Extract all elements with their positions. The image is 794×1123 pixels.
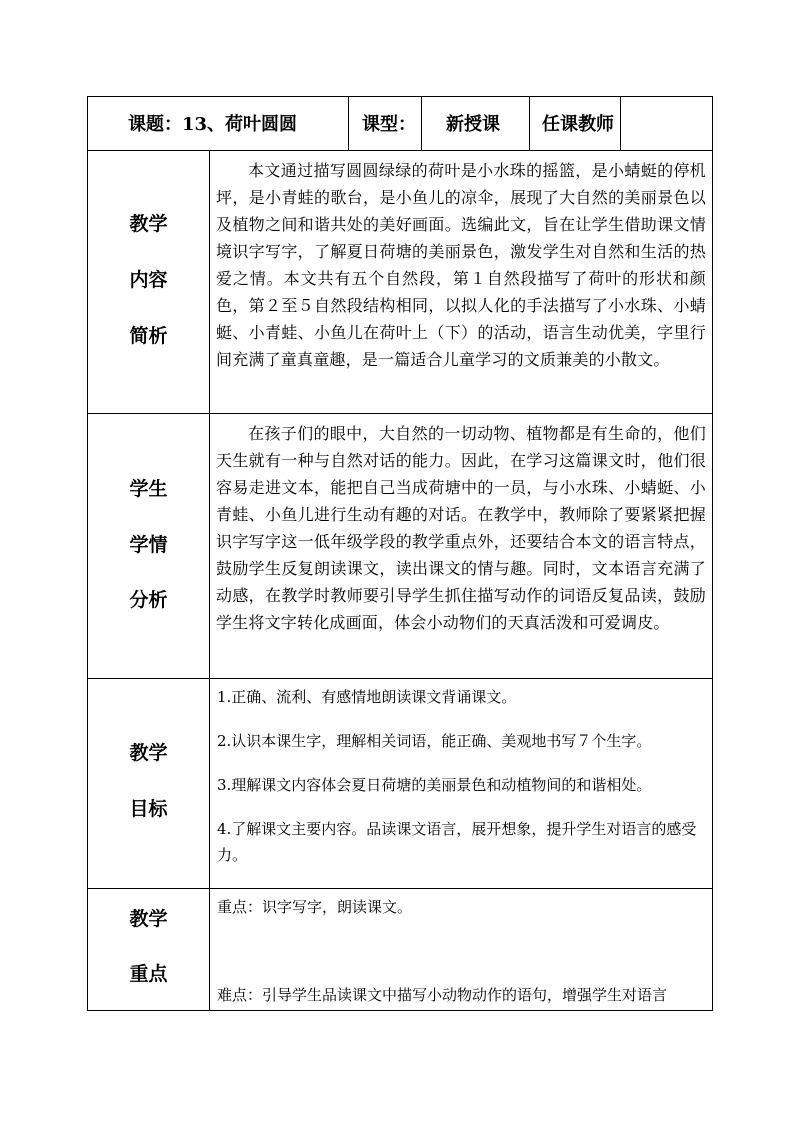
teacher-label: 任课教师 <box>542 114 614 135</box>
lesson-title-cell <box>128 96 348 150</box>
lesson-title-value: 13、荷叶圆圆 <box>182 114 298 135</box>
student-analysis-label: 学生 学情 分析 <box>129 478 168 611</box>
lesson-title-label: 课题： <box>128 114 182 135</box>
key-points-label: 教学 重点 <box>129 908 168 985</box>
objective-item-2: 2.认识本课生字，理解相关词语，能正确、美观地书写７个生字。 <box>217 732 652 750</box>
objective-item-4: 4.了解课文主要内容。品读课文语言，展开想象，提升学生对语言的感受力。 <box>217 820 697 864</box>
key-focus-text: 重点：识字写字，朗读课文。 <box>217 898 413 916</box>
table-border-right <box>712 96 713 1011</box>
objective-item-3: 3.理解课文内容体会夏日荷塘的美丽景色和动植物间的和谐相处。 <box>217 776 652 794</box>
table-border-bottom <box>87 1010 713 1011</box>
header-divider-4 <box>620 96 621 151</box>
key-difficulty-text: 难点：引导学生品读课文中描写小动物动作的语句，增强学生对语言 <box>217 986 668 1004</box>
lesson-type-label: 课型： <box>362 114 416 135</box>
lesson-type-value: 新授课 <box>446 114 500 135</box>
student-analysis-text: 在孩子们的眼中，大自然的一切动物、植物都是有生命的，他们天生就有一种与自然对话的能力。因此，在学习这篇课文时，他们很容易走进文本，能把自己当成荷塘中的一员，与小水珠、小蜻蜓、小青蛙、小鱼儿进行生动有趣的对话。在教学中，教师除了要紧紧把握识字写字这一低年级学段的教学重点外，还要结合本文的语言特点，鼓励学生反复朗读课文，读出课文的情与趣。同时，文本语言充满了动感，在教学时教师要引导学生抓住描写动作的词语反复品读，鼓励学生将文字转化成画面，体会小动物们的天真活泼和可爱调皮。 <box>216 424 706 632</box>
objective-item-1: 1.正确、流利、有感情地朗读课文背诵课文。 <box>217 688 517 706</box>
header-divider-2 <box>421 96 422 151</box>
teaching-objectives-label: 教学 目标 <box>129 742 168 820</box>
content-analysis-text: 本文通过描写圆圆绿绿的荷叶是小水珠的摇篮，是小蜻蜓的停机坪，是小青蛙的歌台，是小鱼儿的凉伞，展现了大自然的美丽景色以及植物之间和谐共处的美好画面。选编此文，旨在让学生借助课文情境识字写字，了解夏日荷塘的美丽景色，激发学生对自然和生活的热爱之情。本文共有五个自然段，第１自然段描写了荷叶的形状和颜色，第２至５自然段结构相同，以拟人化的手法描写了小水珠、小蜻蜓、小青蛙、小鱼儿在荷叶上（下）的活动，语言生动优美，字里行间充满了童真童趣，是一篇适合儿童学习的文质兼美的小散文。 <box>216 161 706 369</box>
header-divider-3 <box>529 96 530 151</box>
header-divider-1 <box>348 96 349 151</box>
content-analysis-label: 教学 内容 简析 <box>129 213 168 347</box>
label-column-divider <box>209 150 210 1011</box>
